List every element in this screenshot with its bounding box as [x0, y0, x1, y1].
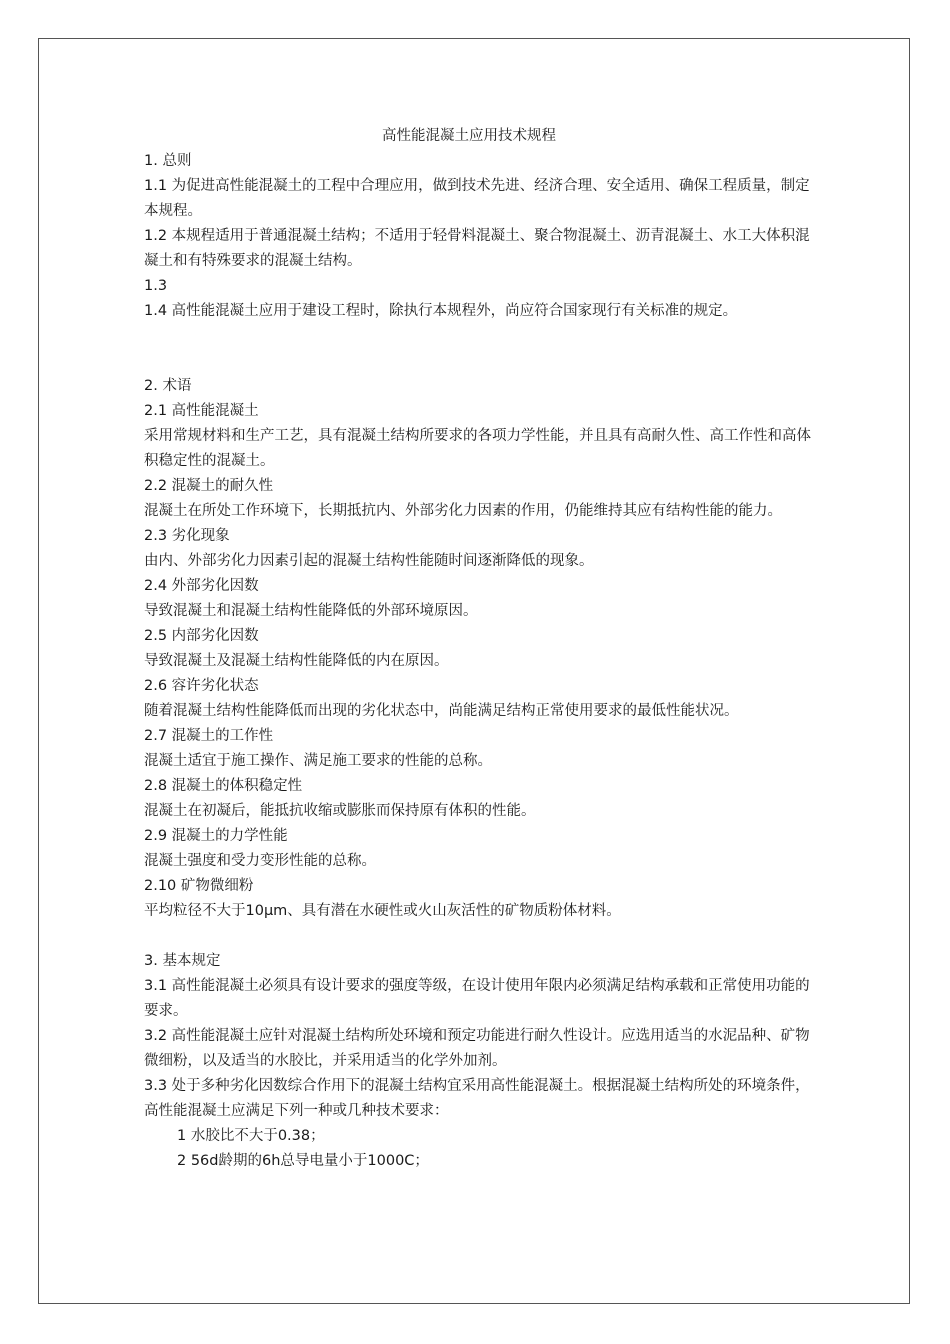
term-definition: 混凝土在初凝后，能抵抗收缩或膨胀而保持原有体积的性能。 [144, 803, 536, 819]
term-heading: 2.10 矿物微细粉 [144, 878, 254, 894]
clause: 3.1 高性能混凝土必须具有设计要求的强度等级，在设计使用年限内必须满足结构承载和正常使用功能的要求。 [144, 978, 810, 1019]
term-definition: 平均粒径不大于10μm、具有潜在水硬性或火山灰活性的矿物质粉体材料。 [144, 903, 621, 919]
term-definition: 混凝土适宜于施工操作、满足施工要求的性能的总称。 [144, 753, 492, 769]
spacer [144, 924, 824, 949]
term-heading: 2.3 劣化现象 [144, 528, 230, 544]
clause: 3.3 处于多种劣化因数综合作用下的混凝土结构宜采用高性能混凝土。根据混凝土结构所处的环境条件，高性能混凝土应满足下列一种或几种技术要求： [144, 1078, 810, 1119]
section-heading: 3. 基本规定 [144, 953, 221, 969]
term-heading: 2.5 内部劣化因数 [144, 628, 259, 644]
term-heading: 2.8 混凝土的体积稳定性 [144, 778, 303, 794]
term-definition: 导致混凝土及混凝土结构性能降低的内在原因。 [144, 653, 449, 669]
clause: 1.3 [144, 278, 168, 294]
term-definition: 混凝土在所处工作环境下，长期抵抗内、外部劣化力因素的作用，仍能维持其应有结构性能的能力。 [144, 503, 782, 519]
term-heading: 2.2 混凝土的耐久性 [144, 478, 274, 494]
term-definition: 由内、外部劣化力因素引起的混凝土结构性能随时间逐渐降低的现象。 [144, 553, 594, 569]
term-definition: 采用常规材料和生产工艺，具有混凝土结构所要求的各项力学性能，并且具有高耐久性、高工作性和高体积稳定性的混凝土。 [144, 428, 811, 469]
document-title: 高性能混凝土应用技术规程 [382, 128, 556, 144]
term-heading: 2.6 容许劣化状态 [144, 678, 259, 694]
term-heading: 2.1 高性能混凝土 [144, 403, 259, 419]
term-definition: 混凝土强度和受力变形性能的总称。 [144, 853, 376, 869]
term-definition: 随着混凝土结构性能降低而出现的劣化状态中，尚能满足结构正常使用要求的最低性能状况。 [144, 703, 739, 719]
clause: 1.1 为促进高性能混凝土的工程中合理应用，做到技术先进、经济合理、安全适用、确保工程质量，制定本规程。 [144, 178, 810, 219]
clause: 3.2 高性能混凝土应针对混凝土结构所处环境和预定功能进行耐久性设计。应选用适当的水泥品种、矿物微细粉，以及适当的水胶比，并采用适当的化学外加剂。 [144, 1028, 810, 1069]
requirement-item: 1 水胶比不大于0.38； [177, 1128, 325, 1144]
clause: 1.2 本规程适用于普通混凝土结构；不适用于轻骨料混凝土、聚合物混凝土、沥青混凝土、水工大体积混凝土和有特殊要求的混凝土结构。 [144, 228, 810, 269]
term-heading: 2.4 外部劣化因数 [144, 578, 259, 594]
term-heading: 2.9 混凝土的力学性能 [144, 828, 288, 844]
term-heading: 2.7 混凝土的工作性 [144, 728, 274, 744]
section-heading: 1. 总则 [144, 153, 192, 169]
clause: 1.4 高性能混凝土应用于建设工程时，除执行本规程外，尚应符合国家现行有关标准的规定。 [144, 303, 738, 319]
term-definition: 导致混凝土和混凝土结构性能降低的外部环境原因。 [144, 603, 478, 619]
section-heading: 2. 术语 [144, 378, 192, 394]
spacer [144, 324, 824, 374]
document-body [144, 124, 824, 1174]
requirement-item: 2 56d龄期的6h总导电量小于1000C； [177, 1153, 429, 1169]
